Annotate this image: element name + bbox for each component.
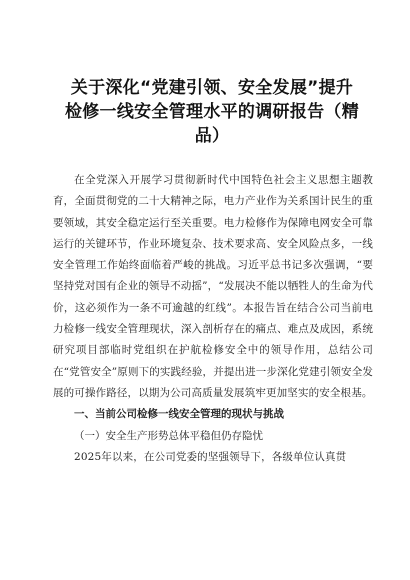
document-body (53, 170, 373, 468)
title-line-2: 检修一线安全管理水平的调研报告（精 (64, 102, 360, 122)
subsection-paragraph: 2025年以来，在公司党委的坚强领导下，各级单位认真贯 (74, 450, 347, 463)
section-heading: 一、当前公司检修一线安全管理的现状与挑战 (74, 408, 284, 421)
intro-paragraph: 在全党深入开展学习贯彻新时代中国特色社会主义思想主题教育，全面贯彻党的二十大精神之际，电力产业作为关系国计民生的重要领域，其安全稳定运行至关重要。电力检修作为保障电网安全可靠运行的关键环节，作业环境复杂、技术要求高、安全风险点多，一线安全管理工作始终面临着严峻的挑战。习近平总书记多次强调，“要坚持党对国有企业的领导不动摇”，“发展决不能以牺牲人的生命为代价，这必须作为一条不可逾越的红线”。本报告旨在结合公司当前电力检修一线安全管理现状，深入剖析存在的痛点、难点及成因，系统研究项目部临时党组织在护航检修安全中的领导作用，总结公司在“党管安全”原则下的实践经验，并提出进一步深化党建引领安全发展的可操作路径，以期为公司高质量发展筑牢更加坚实的安全根基。 (53, 174, 373, 399)
document-title (52, 76, 372, 148)
subsection-heading: （一）安全生产形势总体平稳但仍存隐忧 (74, 429, 263, 442)
title-line-1: 关于深化“党建引领、安全发展”提升 (70, 78, 354, 98)
title-line-3: 品） (194, 126, 230, 146)
